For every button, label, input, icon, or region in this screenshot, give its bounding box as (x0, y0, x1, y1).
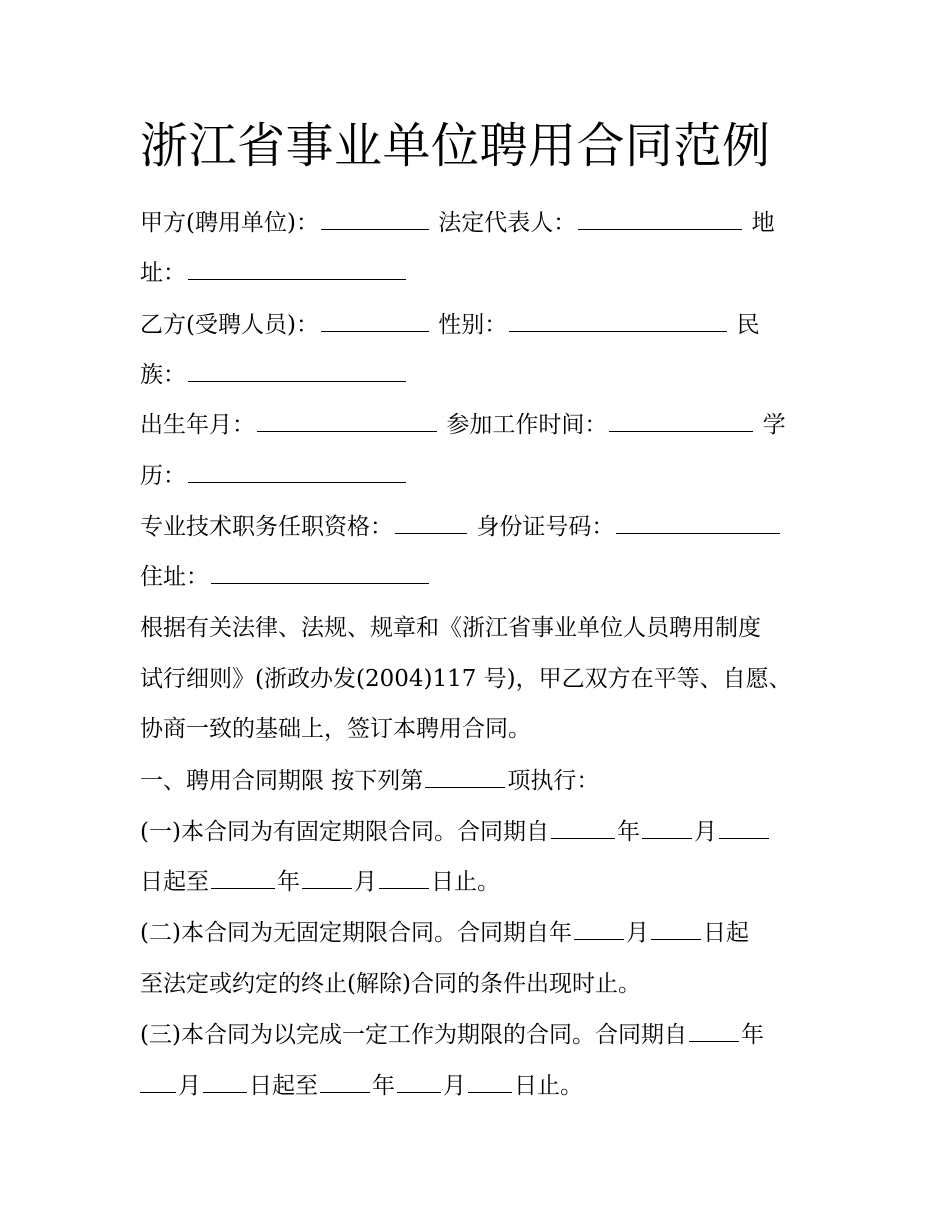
option2-line-2: 至法定或约定的终止(解除)合同的条件出现时止。 (140, 971, 641, 997)
option3-to-year-unit: 年 (372, 1073, 395, 1099)
option1-to-month-unit: 月 (354, 869, 377, 895)
section1-option-blank (425, 766, 505, 788)
party-a-rep-label: 法定代表人： (438, 210, 577, 236)
intro-line-1: 根据有关法律、法规、规章和《浙江省事业单位人员聘用制度 (140, 615, 761, 641)
party-a-rep-blank (578, 208, 742, 230)
party-a-addr-label-end: 址： (140, 260, 186, 286)
option3-from-month-blank (140, 1071, 176, 1093)
option1-from-year-blank (551, 817, 615, 839)
home-blank (211, 562, 429, 584)
section1-heading (140, 765, 599, 797)
party-b-line (140, 309, 760, 341)
option1-text: (一)本合同为有固定期限合同。合同期自 (140, 819, 549, 845)
birth-line (140, 409, 786, 441)
party-b-person-blank (321, 310, 429, 332)
option1-to-day-blank (379, 867, 429, 889)
birth-blank (257, 410, 437, 432)
option1-from-to: 日起至 (140, 869, 209, 895)
party-a-unit-blank (321, 208, 429, 230)
option3-to-day-blank (468, 1071, 512, 1093)
party-a-addr-line (140, 257, 408, 289)
edu-line (140, 460, 408, 492)
option2-day-from: 日起 (702, 920, 749, 946)
option2-month-blank (574, 918, 624, 940)
option1-to-month-blank (302, 867, 352, 889)
party-a-line (140, 207, 775, 239)
party-a-addr-blank (188, 258, 406, 280)
title-line (140, 511, 782, 543)
option1-to-year-unit: 年 (277, 869, 300, 895)
section1-heading-end: 项执行： (507, 768, 600, 794)
party-b-person-label: 乙方(受聘人员)： (140, 312, 319, 338)
work-start-label: 参加工作时间： (446, 412, 608, 438)
option1-line-2 (140, 866, 500, 898)
title-qualification-label: 专业技术职务任职资格： (140, 514, 393, 540)
edu-blank (188, 461, 406, 483)
id-number-blank (616, 512, 780, 534)
option1-line-1 (140, 816, 771, 848)
party-b-gender-blank (509, 310, 727, 332)
party-b-ethnic-label-end: 族： (140, 362, 186, 388)
birth-label: 出生年月： (140, 412, 255, 438)
party-b-ethnic-line (140, 359, 408, 391)
option2-month-unit: 月 (625, 920, 649, 946)
option3-end: 日止。 (514, 1073, 583, 1099)
option2-text: (二)本合同为无固定期限合同。合同期自年 (140, 920, 572, 946)
option3-line-1 (140, 1019, 764, 1051)
option3-year-unit: 年 (740, 1022, 764, 1048)
option3-text: (三)本合同为以完成一定工作为期限的合同。合同期自 (140, 1022, 687, 1048)
option3-month-unit: 月 (178, 1073, 201, 1099)
party-a-addr-label-start: 地 (751, 210, 775, 236)
option1-year-unit: 年 (616, 819, 640, 845)
option3-to-month-blank (397, 1071, 441, 1093)
edu-label-end: 历： (140, 463, 186, 489)
home-label: 住址： (140, 564, 209, 590)
id-number-label: 身份证号码： (476, 514, 615, 540)
edu-label-start: 学 (762, 412, 786, 438)
title-qualification-blank (395, 512, 467, 534)
party-a-unit-label: 甲方(聘用单位)： (140, 210, 319, 236)
option2-day-blank (651, 918, 701, 940)
home-line (140, 561, 431, 593)
option1-month-unit: 月 (693, 819, 717, 845)
document-title: 浙江省事业单位聘用合同范例 (140, 118, 771, 174)
option3-from-day-blank (203, 1071, 247, 1093)
option2-line-1 (140, 917, 749, 949)
party-b-ethnic-blank (188, 360, 406, 382)
option1-to-year-blank (211, 867, 275, 889)
option3-to-year-blank (320, 1071, 370, 1093)
option3-from-to: 日起至 (249, 1073, 318, 1099)
party-b-gender-label: 性别： (438, 312, 508, 338)
option1-from-month-blank (642, 817, 692, 839)
option3-to-month-unit: 月 (443, 1073, 466, 1099)
section1-heading-start: 一、聘用合同期限 按下列第 (140, 768, 424, 794)
option3-from-year-blank (689, 1020, 739, 1042)
intro-line-3: 协商一致的基础上，签订本聘用合同。 (140, 716, 531, 742)
option1-end: 日止。 (431, 869, 500, 895)
option3-line-2 (140, 1070, 583, 1102)
option1-from-day-blank (719, 817, 769, 839)
party-b-ethnic-label-start: 民 (736, 312, 760, 338)
work-start-blank (609, 410, 753, 432)
intro-line-2: 试行细则》(浙政办发(2004)117 号)，甲乙双方在平等、自愿、 (140, 666, 792, 692)
